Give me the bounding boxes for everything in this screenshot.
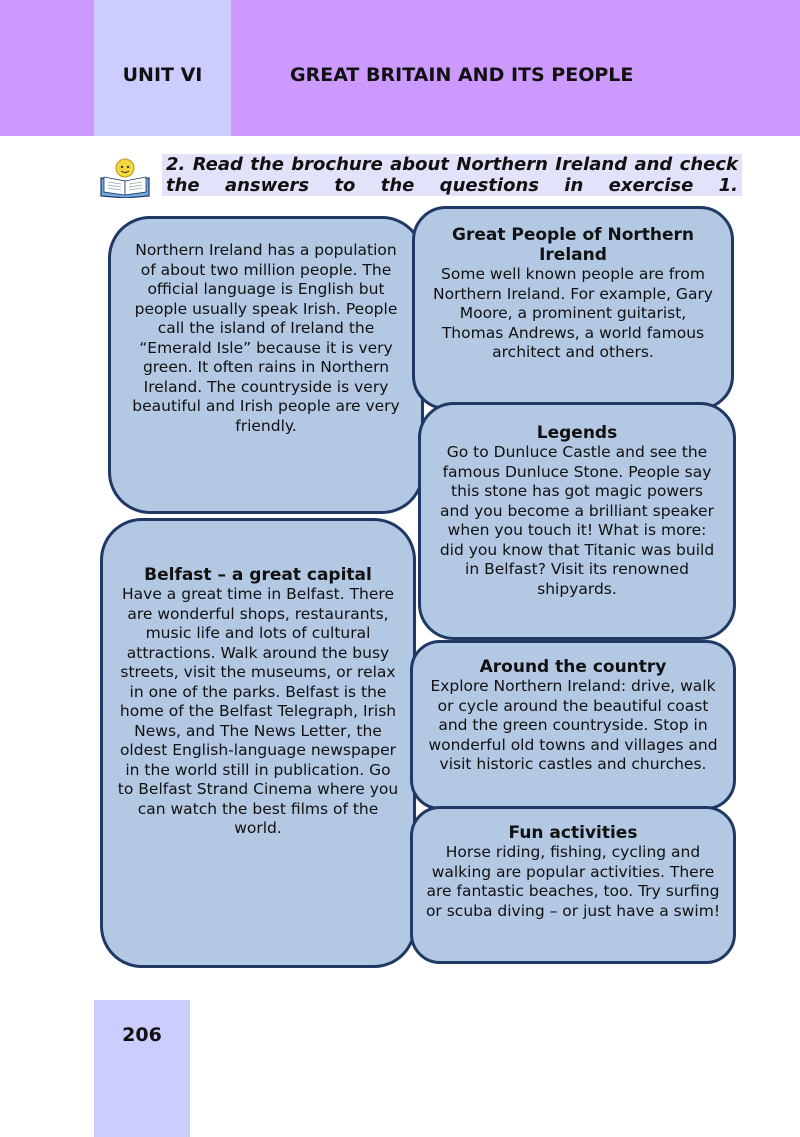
around-country-heading: Around the country [479, 657, 667, 677]
intro-text: Northern Ireland has a population of about two million people. The official language is English but people usually speak Irish. People call the island of Ireland the “Emerald Isle” because it is very green. It often rains in Northern Ireland. The countryside is very beautiful and Irish people are very friendly. [132, 241, 400, 435]
around-country-text: Explore Northern Ireland: drive, walk or cycle around the beautiful coast and the green countryside. Stop in wonderful old towns and villages and visit historic castles and churches. [428, 677, 718, 773]
task-instruction: 2. Read the brochure about Northern Ireland and check the answers to the questions in exercise 1. [162, 154, 742, 196]
belfast-box [100, 518, 416, 968]
great-people-box [412, 206, 734, 410]
chapter-title: GREAT BRITAIN AND ITS PEOPLE [290, 64, 634, 86]
great-people-heading: Great People of Northern Ireland [451, 225, 695, 265]
fun-activities-box [410, 806, 736, 964]
fun-activities-text: Horse riding, fishing, cycling and walking are popular activities. There are fantastic beaches, too. Try surfing or scuba diving – or just have a swim! [425, 843, 721, 920]
belfast-text: Have a great time in Belfast. There are wonderful shops, restaurants, music life and lots of cultural attractions. Walk around the busy streets, visit the museums, or relax in one of the parks. Belfast is the home of the Belfast Telegraph, Irish News, and The News Letter, the oldest English-language newspaper in the world still in publication. Go to Belfast Strand Cinema where you can watch the best films of the world. [117, 585, 399, 837]
legends-box [418, 402, 736, 640]
page-number-tab [94, 1000, 190, 1137]
legends-text: Go to Dunluce Castle and see the famous Dunluce Stone. People say this stone has got magic powers and you become a brilliant speaker when you touch it! What is more: did you know that Titanic was build in Belfast? Visit its renowned shipyards. [439, 443, 715, 598]
great-people-text: Some well known people are from Northern Ireland. For example, Gary Moore, a prominent guitarist, Thomas Andrews, a world famous architect and others. [433, 265, 713, 361]
fun-activities-heading: Fun activities [508, 823, 638, 843]
legends-heading: Legends [536, 423, 618, 443]
reading-book-icon [98, 156, 152, 198]
around-country-box [410, 640, 736, 810]
belfast-heading: Belfast – a great capital [144, 565, 372, 585]
page-number: 206 [122, 1024, 162, 1046]
intro-box [108, 216, 424, 514]
unit-label: UNIT VI [122, 64, 203, 86]
